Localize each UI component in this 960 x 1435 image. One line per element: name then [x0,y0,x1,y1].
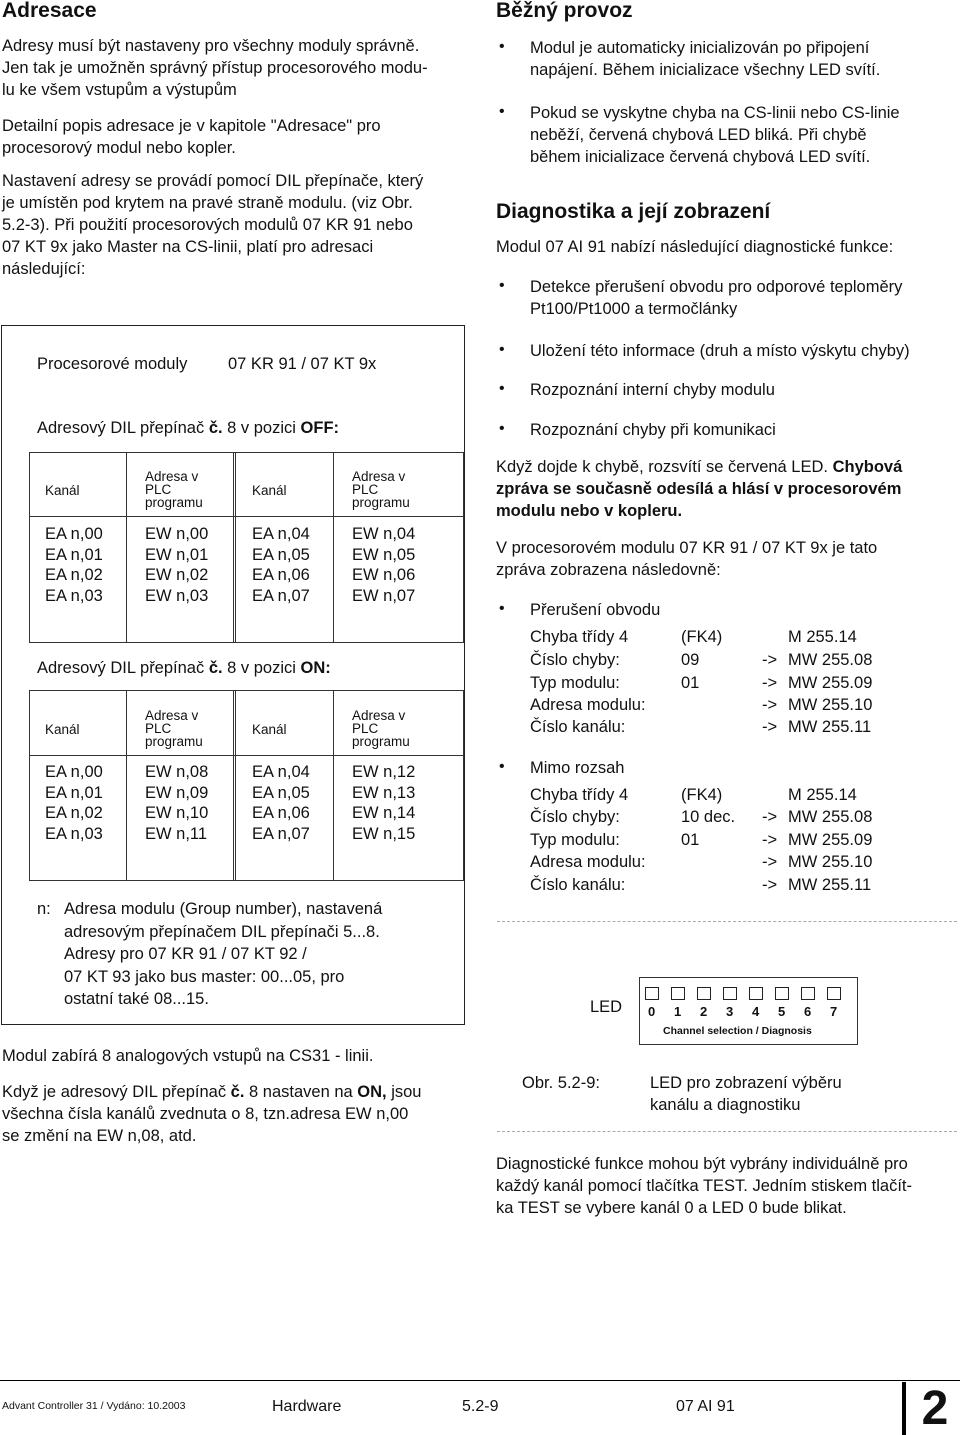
paragraph-error-message: Když dojde k chybě, rozsvítí se červená LED. Chybová zpráva se současně odesílá a hlásí v procesorovém modulu nebo v kopleru. [496,458,903,520]
figure-top-rule [497,921,957,922]
bullet-icon: • [499,277,505,294]
mapping-destination: MW 255.08 [788,808,873,826]
paragraph-dil-on: Když je adresový DIL přepínač č. 8 nastaven na ON, jsou všechna čísla kanálů zvednuta o 8, tzn.adresa EW n,00 se změní na EW n,08, atd. [2,1083,422,1145]
led-number: 2 [700,1004,708,1019]
bullet-text: Pokud se vyskytne chyba na CS-linii nebo CS-linie neběží, červená chybová LED bliká. Při chybě během inicializace červená chybová LED svítí. [530,104,900,166]
mapping-destination: M 255.14 [788,628,857,646]
figure-number: Obr. 5.2-9: [522,1074,600,1092]
mapping-label: Chyba třídy 4 [530,628,629,646]
paragraph-processor-display: V procesorovém modulu 07 KR 91 / 07 KT 9x je tato zpráva zobrazena následovně: [496,539,878,579]
arrow: -> [762,876,778,894]
mapping-destination: MW 255.09 [788,831,873,849]
led-5-icon [775,987,789,1000]
mapping-label: Chyba třídy 4 [530,786,629,804]
led-number: 4 [752,1004,760,1019]
table-column-channel: EA n,00 EA n,01 EA n,02 EA n,03 [45,525,103,605]
mapping-destination: MW 255.10 [788,853,873,871]
chapter-tab [902,1382,960,1435]
table-divider [126,452,127,642]
mapping-label: Adresa modulu: [530,853,646,871]
mapping-label: Číslo chyby: [530,808,620,826]
led-number: 7 [830,1004,838,1019]
paragraph-detail: Detailní popis adresace je v kapitole "Adresace" pro procesorový modul nebo kopler. [2,117,381,157]
table-column-address: EW n,12 EW n,13 EW n,14 EW n,15 [352,763,416,843]
arrow: -> [762,831,778,849]
section-title-adresace: Adresace [2,0,97,22]
arrow: -> [762,674,778,692]
table-column-address: EW n,08 EW n,09 EW n,10 EW n,11 [145,763,209,843]
bullet-icon: • [499,600,505,617]
led-number: 6 [804,1004,812,1019]
case-title-circuit-break: Přerušení obvodu [530,601,661,619]
mapping-destination: MW 255.11 [788,718,872,736]
mapping-label: Číslo chyby: [530,651,620,669]
led-3-icon [723,987,737,1000]
table-divider [233,452,236,642]
arrow: -> [762,651,778,669]
bullet-icon: • [499,420,505,437]
footer-rule [0,1380,960,1381]
processor-modules-label: Procesorové moduly [37,355,188,373]
figure-caption: LED pro zobrazení výběru kanálu a diagnostiku [650,1074,842,1114]
led-label: LED [590,998,623,1016]
mapping-label: Typ modulu: [530,831,620,849]
header-kanal: Kanál [45,483,80,498]
arrow: -> [762,696,778,714]
led-0-icon [645,987,659,1000]
header-kanal: Kanál [252,722,287,737]
arrow: -> [762,808,778,826]
mapping-label: Číslo kanálu: [530,718,626,736]
header-adresa: Adresa v PLC programu [352,708,410,749]
case-title-out-of-range: Mimo rozsah [530,759,625,777]
chapter-number: 2 [921,1381,949,1435]
footer-section: Hardware [272,1398,342,1415]
mapping-destination: MW 255.08 [788,651,873,669]
led-number: 5 [778,1004,786,1019]
mapping-label: Číslo kanálu: [530,876,626,894]
mapping-label: Adresa modulu: [530,696,646,714]
chapter-number-box [906,1382,960,1435]
header-adresa: Adresa v PLC programu [145,708,203,749]
table-divider [233,690,236,880]
paragraph-intro: Adresy musí být nastaveny pro všechny moduly správně. Jen tak je umožněn správný přístup procesorového modu- lu ke všem vstupům a výstupům [2,37,428,99]
section-title-diagnostics: Diagnostika a její zobrazení [496,200,771,223]
mapping-label: Typ modulu: [530,674,620,692]
arrow: -> [762,718,778,736]
table-column-address: EW n,04 EW n,05 EW n,06 EW n,07 [352,525,416,605]
bullet-icon: • [499,758,505,775]
dil-off-heading: Adresový DIL přepínač č. 8 v pozici OFF: [37,419,340,437]
table-column-channel: EA n,04 EA n,05 EA n,06 EA n,07 [252,763,310,843]
led-6-icon [801,987,815,1000]
figure-bottom-rule [497,1131,957,1132]
footer-module: 07 AI 91 [676,1398,735,1415]
bullet-text: Rozpoznání chyby při komunikaci [530,421,776,439]
led-1-icon [671,987,685,1000]
bullet-icon: • [499,103,505,120]
led-number: 1 [674,1004,682,1019]
note-text: Adresa modulu (Group number), nastavená adresovým přepínačem DIL přepínači 5...8. Adresy pro 07 KR 91 / 07 KT 92 / 07 KT 93 jako bus master: 00...05, pro ostatní také 08...15. [64,900,383,1008]
bullet-text: Detekce přerušení obvodu pro odporové teploměry Pt100/Pt1000 a termočlánky [530,278,903,318]
section-title-normal-operation: Běžný provoz [496,0,633,22]
header-adresa: Adresa v PLC programu [352,469,410,510]
bullet-text: Rozpoznání interní chyby modulu [530,381,775,399]
led-number: 0 [648,1004,656,1019]
bullet-icon: • [499,38,505,55]
note-n-label: n: [37,900,51,918]
header-kanal: Kanál [252,483,287,498]
diagnostics-intro: Modul 07 AI 91 nabízí následující diagnostické funkce: [496,238,894,256]
table-column-channel: EA n,04 EA n,05 EA n,06 EA n,07 [252,525,310,605]
table-column-address: EW n,00 EW n,01 EW n,02 EW n,03 [145,525,209,605]
paragraph-test-button: Diagnostické funkce mohou být vybrány individuálně pro každý kanál pomocí tlačítka TEST. Jedním stiskem tlačít- ka TEST se vybere kanál 0 a LED 0 bude blikat. [496,1155,913,1217]
led-4-icon [749,987,763,1000]
mapping-value: 01 [681,831,700,849]
mapping-value: (FK4) [681,786,723,804]
header-adresa: Adresa v PLC programu [145,469,203,510]
table-divider [126,690,127,880]
table-header-rule [30,516,463,517]
table-divider [333,690,334,880]
footer-edition: Advant Controller 31 / Vydáno: 10.2003 [2,1400,186,1412]
mapping-destination: MW 255.10 [788,696,873,714]
led-number: 3 [726,1004,734,1019]
led-caption: Channel selection / Diagnosis [663,1025,812,1037]
mapping-value: 10 dec. [681,808,736,826]
bullet-icon: • [499,380,505,397]
processor-modules-value: 07 KR 91 / 07 KT 9x [228,355,377,373]
dil-on-heading: Adresový DIL přepínač č. 8 v pozici ON: [37,659,331,677]
bullet-text: Modul je automaticky inicializován po připojení napájení. Během inicializace všechny LED svítí. [530,39,881,79]
mapping-destination: MW 255.11 [788,876,872,894]
mapping-destination: M 255.14 [788,786,857,804]
arrow: -> [762,853,778,871]
mapping-value: 01 [681,674,700,692]
led-2-icon [697,987,711,1000]
mapping-destination: MW 255.09 [788,674,873,692]
paragraph-dil-setting: Nastavení adresy se provádí pomocí DIL přepínače, který je umístěn pod krytem na pravé straně modulu. (viz Obr. 5.2-3). Při použití procesorových modulů 07 KR 91 nebo 07 KT 9x jako Master na CS-linii, platí pro adresaci následující: [2,172,424,278]
bullet-icon: • [499,341,505,358]
bullet-text: Uložení této informace (druh a místo výskytu chyby) [530,342,910,360]
table-column-channel: EA n,00 EA n,01 EA n,02 EA n,03 [45,763,103,843]
led-7-icon [827,987,841,1000]
table-divider [333,452,334,642]
mapping-value: (FK4) [681,628,723,646]
paragraph-analog-inputs: Modul zabírá 8 analogových vstupů na CS31 - linii. [2,1047,374,1065]
table-header-rule [30,755,463,756]
mapping-value: 09 [681,651,700,669]
footer-page-number: 5.2-9 [462,1398,499,1415]
header-kanal: Kanál [45,722,80,737]
